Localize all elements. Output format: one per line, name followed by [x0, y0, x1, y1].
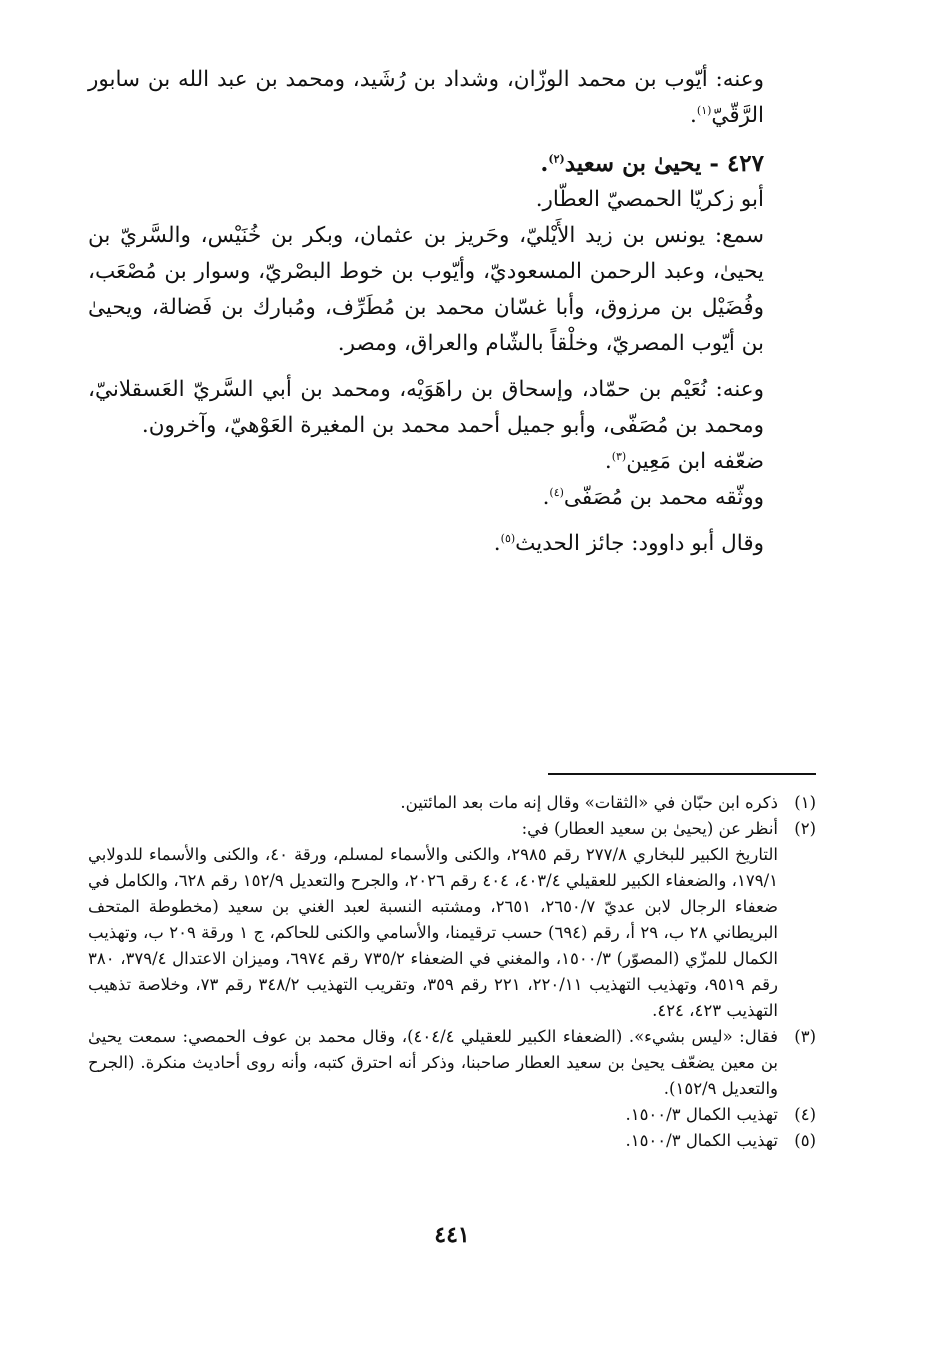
footnote-text: تهذيب الكمال ١٥٠٠/٣.: [625, 1105, 778, 1124]
weakened-line: [88, 444, 816, 480]
entry-heading: [88, 146, 816, 182]
footnote-ref-5[interactable]: (٥): [500, 531, 516, 545]
footnote-ref-3[interactable]: (٣): [611, 449, 627, 463]
period: .: [542, 485, 550, 510]
footnote-body: [88, 1024, 778, 1102]
abu-dawud-line: [88, 526, 816, 562]
footnote-body: [88, 790, 778, 816]
period: .: [604, 449, 612, 474]
footnote-number: (١): [794, 793, 816, 812]
kunya-line: أبو زكريّا الحمصيّ العطّار.: [535, 187, 764, 212]
footnote-ref-2[interactable]: (٢): [548, 152, 565, 166]
footnote-text: التاريخ الكبير للبخاري ٢٧٧/٨ رقم ٢٩٨٥، والكنى والأسماء لمسلم، ورقة ٤٠، والكنى والأسماء للدولابي ١٧٩/١، والضعفاء الكبير للعقيلي ٤٠٣/٤، ٤٠٤ رقم ٢٠٢٦، والجرح والتعديل ١٥٢/٩ رقم ٦٢٨، والكامل في ضعفاء الرجال لابن عديّ ٢٦٥٠/٧، ٢٦٥١، ومشتبه النسبة لعبد الغني بن سعيد (مخطوطة المتحف البريطاني ٢٨ ب، ٢٩ أ، رقم (٦٩٤) حسب ترقيمنا، والأسامي والكنى للحاكم، ج ١ ورقة ٢٠٩ ب، وتهذيب الكمال للمزّي (المصوّر) ١٥٠٠/٣، والمغني في الضعفاء ٧٣٥/٢ رقم ٦٩٧٤، وميزان الاعتدال ٣٧٩/٤، ٣٨٠ رقم ٩٥١٩، وتهذيب التهذيب ٢٢٠/١١، ٢٢١ رقم ٣٥٩، وتقريب التهذيب ٣٤٨/٢ رقم ٧٣، وخلاصة تذهيب التهذيب ٤٢٣، ٤٢٤.: [88, 845, 779, 1020]
narrated-by-paragraph: وعنه: نُعَيْم بن حمّاد، وإسحاق بن راهَوَيْه، ومحمد بن أبي السَّريّ العَسقلانيّ، ومحمد بن مُصَفّى، وأبو جميل أحمد محمد بن المغيرة العَوْهيّ، وآخرون.: [88, 377, 764, 438]
footnote-text: ذكره ابن حبّان في «الثقات» وقال إنه مات بعد المائتين.: [400, 793, 778, 812]
page-number: ٤٤١: [434, 1222, 470, 1248]
period: .: [690, 103, 697, 128]
page-content: [88, 62, 816, 1248]
footnote-separator: [548, 773, 816, 775]
trusted-line: [88, 480, 816, 516]
weakened-text: ضعّفه ابن مَعِين: [626, 449, 764, 474]
footnote-1: [88, 790, 816, 816]
footnote-number: (٥): [794, 1131, 816, 1150]
footnote-text: فقال: «ليس بشيء». (الضعفاء الكبير للعقيلي ٤٠٤/٤)، وقال محمد بن عوف الحمصي: سمعت يحيىٰ بن معين يضعّف يحيىٰ بن سعيد العطار صاحبنا، وذكر أنه احترق كتبه، وأنه روى أحاديث منكرة. (الجرح والتعديل ١٥٢/٩).: [88, 1027, 778, 1098]
footnote-number: (٢): [794, 819, 816, 838]
footnote-body: [88, 1102, 778, 1128]
footnote-text: تهذيب الكمال ١٥٠٠/٣.: [625, 1131, 778, 1150]
abu-dawud-text: وقال أبو داوود: جائز الحديث: [515, 531, 764, 556]
narrators-paragraph: [88, 62, 816, 134]
footnote-body: [88, 1128, 778, 1154]
footnote-4: [88, 1102, 816, 1128]
footnote-number: (٤): [794, 1105, 816, 1124]
footnote-2: [88, 816, 816, 1024]
narrators-text: وعنه: أيّوب بن محمد الوزّان، وشداد بن رُشَيد، ومحمد بن عبد الله بن سابور الرَّقّيّ: [88, 67, 764, 128]
footnote-text: أنظر عن (يحيىٰ بن سعيد العطار) في:: [521, 819, 778, 838]
footnotes-section: [88, 790, 816, 1154]
footnote-ref-4[interactable]: (٤): [549, 485, 564, 499]
footnote-5: [88, 1128, 816, 1154]
footnote-ref-1[interactable]: (١): [696, 103, 712, 117]
footnote-number: (٣): [794, 1027, 816, 1046]
entry-title: ٤٢٧ - يحيىٰ بن سعيد: [564, 150, 764, 177]
heard-from-paragraph: سمع: يونس بن زيد الأَيْليّ، وحَريز بن عثمان، وبكر بن خُنَيْس، والسَّريّ بن يحيىٰ، وعبد الرحمن المسعوديّ، وأيّوب بن خوط البصْريّ، وسوار بن مُصْعَب، وفُضَيْل بن مرزوق، وأبا غسّان محمد بن مُطَرِّف، ومُبارك بن فَضالة، ويحيىٰ بن أيّوب المصريّ، وخلْقاً بالشّام والعراق، ومصر.: [88, 223, 764, 356]
footnote-3: [88, 1024, 816, 1102]
footnote-body: [88, 816, 778, 1024]
main-text: [88, 62, 816, 562]
period: .: [540, 150, 549, 177]
period: .: [493, 531, 501, 556]
trusted-text: ووثّقه محمد بن مُصَفّى: [563, 485, 764, 510]
